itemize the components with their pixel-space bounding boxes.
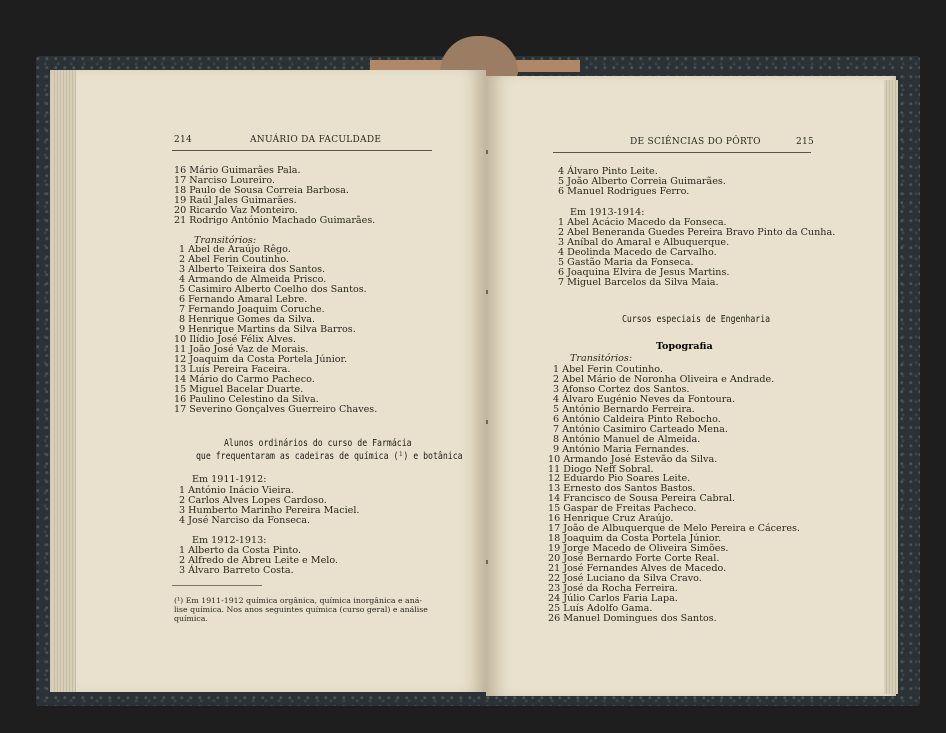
right-header-rule bbox=[553, 152, 811, 153]
footnote-rule bbox=[172, 585, 262, 586]
farmacia-section-title-line1: Alunos ordinários do curso de Farmácia bbox=[224, 438, 412, 449]
right-running-head: DE SCIÊNCIAS DO PÔRTO bbox=[630, 137, 761, 147]
left-header-rule bbox=[172, 150, 432, 151]
left-list-item-5: 20 Ricardo Vaz Monteiro. bbox=[174, 205, 298, 216]
left-transitorio-1: 1 Abel de Araújo Rêgo. bbox=[179, 244, 291, 255]
left-transitorio-4: 4 Armando de Almeida Prisco. bbox=[179, 274, 327, 285]
right-transitorio-17: 17 João de Albuquerque de Melo Pereira e Cáceres. bbox=[548, 523, 800, 535]
right-transitorio-16: 16 Henrique Cruz Araújo. bbox=[548, 513, 674, 525]
left-transitorio-12: 12 Joaquim da Costa Portela Júnior. bbox=[174, 354, 348, 365]
year-1912-label: Em 1912-1913: bbox=[192, 535, 267, 546]
right-transitorio-20: 20 José Bernardo Forte Corte Real. bbox=[548, 553, 720, 565]
right-transitorio-1: 1 Abel Ferin Coutinho. bbox=[553, 364, 663, 375]
farmacia-section-title-line2: que frequentaram as cadeiras de química (¹) e botânica bbox=[196, 451, 463, 462]
right-transitorio-11: 11 Diogo Neff Sobral. bbox=[548, 463, 654, 475]
left-transitorio-16: 16 Paulino Celestino da Silva. bbox=[174, 394, 319, 405]
left-list-item-6: 21 Rodrigo António Machado Guimarães. bbox=[174, 215, 376, 226]
left-list-item-2: 17 Narciso Loureiro. bbox=[174, 175, 276, 186]
right-transitorio-9: 9 António Maria Fernandes. bbox=[553, 443, 690, 455]
right-list-item-1: 4 Álvaro Pinto Leite. bbox=[558, 166, 658, 177]
left-transitorio-15: 15 Miguel Bacelar Duarte. bbox=[174, 384, 304, 395]
left-list-item-4: 19 Raúl Jales Guimarães. bbox=[174, 195, 297, 206]
right-transitorio-21: 21 José Fernandes Alves de Macedo. bbox=[548, 563, 727, 574]
engenharia-section-title: Cursos especiais de Engenharia bbox=[622, 314, 771, 325]
right-transitorio-26: 26 Manuel Domingues dos Santos. bbox=[548, 612, 717, 624]
right-list-item-2: 5 João Alberto Correia Guimarães. bbox=[558, 176, 726, 187]
left-transitorios-label: Transitórios: bbox=[194, 235, 257, 246]
left-transitorio-10: 10 Ilídio José Félix Alves. bbox=[174, 334, 296, 345]
right-transitorio-25: 25 Luís Adolfo Gama. bbox=[548, 602, 653, 614]
list-1912-item-2: 2 Alfredo de Abreu Leite e Melo. bbox=[179, 555, 339, 566]
list-1913-item-1: 1 Abel Acácio Macedo da Fonseca. bbox=[558, 217, 727, 228]
right-transitorio-5: 5 António Bernardo Ferreira. bbox=[553, 403, 695, 415]
left-transitorio-8: 8 Henrique Gomes da Silva. bbox=[179, 314, 316, 325]
right-page-number: 215 bbox=[796, 137, 815, 147]
right-transitorios-label: Transitórios: bbox=[570, 353, 633, 364]
topografia-subtitle: Topografia bbox=[656, 341, 713, 352]
right-transitorio-10: 10 Armando José Estevão da Silva. bbox=[548, 453, 718, 465]
right-transitorio-22: 22 José Luciano da Silva Cravo. bbox=[548, 572, 702, 584]
right-list-item-3: 6 Manuel Rodrigues Ferro. bbox=[558, 186, 690, 197]
footnote-line-1: (¹) Em 1911-1912 química orgânica, química inorgânica e aná- bbox=[174, 596, 423, 605]
list-1913-item-2: 2 Abel Beneranda Guedes Pereira Bravo Pinto da Cunha. bbox=[558, 227, 836, 238]
right-transitorio-23: 23 José da Rocha Ferreira. bbox=[548, 582, 678, 594]
left-transitorio-5: 5 Casimiro Alberto Coelho dos Santos. bbox=[179, 284, 367, 295]
right-transitorio-13: 13 Ernesto dos Santos Bastos. bbox=[548, 483, 696, 495]
right-transitorio-2: 2 Abel Mário de Noronha Oliveira e Andrade. bbox=[553, 373, 775, 385]
left-transitorio-9: 9 Henrique Martins da Silva Barros. bbox=[179, 324, 356, 335]
list-1912-item-1: 1 Alberto da Costa Pinto. bbox=[179, 545, 302, 556]
list-1911-item-1: 1 António Inácio Vieira. bbox=[179, 485, 294, 496]
list-1911-item-4: 4 José Narciso da Fonseca. bbox=[179, 515, 311, 526]
left-transitorio-3: 3 Alberto Teixeira dos Santos. bbox=[179, 264, 326, 275]
right-transitorio-18: 18 Joaquim da Costa Portela Júnior. bbox=[548, 533, 722, 545]
year-1911-label: Em 1911-1912: bbox=[192, 474, 267, 485]
right-page-edges bbox=[884, 80, 898, 694]
left-list-item-1: 16 Mário Guimarães Pala. bbox=[174, 165, 301, 176]
list-1911-item-2: 2 Carlos Alves Lopes Cardoso. bbox=[179, 495, 327, 506]
list-1913-item-7: 7 Miguel Barcelos da Silva Maia. bbox=[558, 277, 719, 288]
left-transitorio-11: 11 João José Vaz de Morais. bbox=[174, 344, 309, 355]
gutter-stitching bbox=[484, 90, 490, 680]
left-page-number: 214 bbox=[174, 135, 193, 145]
left-transitorio-7: 7 Fernando Joaquim Coruche. bbox=[179, 304, 325, 315]
right-transitorio-24: 24 Júlio Carlos Faria Lapa. bbox=[548, 592, 678, 604]
list-1913-item-3: 3 Aníbal do Amaral e Albuquerque. bbox=[558, 237, 730, 248]
year-1913-label: Em 1913-1914: bbox=[570, 207, 645, 218]
left-transitorio-2: 2 Abel Ferin Coutinho. bbox=[179, 254, 289, 265]
left-transitorio-17: 17 Severino Gonçalves Guerreiro Chaves. bbox=[174, 404, 378, 415]
left-list-item-3: 18 Paulo de Sousa Correia Barbosa. bbox=[174, 185, 349, 196]
right-transitorio-15: 15 Gaspar de Freitas Pacheco. bbox=[548, 503, 697, 515]
right-transitorio-14: 14 Francisco de Sousa Pereira Cabral. bbox=[548, 493, 736, 505]
right-transitorio-3: 3 Afonso Cortez dos Santos. bbox=[553, 383, 690, 395]
footnote-line-3: química. bbox=[174, 614, 208, 623]
list-1913-item-4: 4 Deolinda Macedo de Carvalho. bbox=[558, 247, 717, 258]
left-running-head: ANUÁRIO DA FACULDADE bbox=[250, 135, 382, 145]
right-transitorio-19: 19 Jorge Macedo de Oliveira Simões. bbox=[548, 543, 729, 555]
list-1913-item-6: 6 Joaquina Elvira de Jesus Martins. bbox=[558, 267, 730, 278]
right-transitorio-6: 6 António Caldeira Pinto Rebocho. bbox=[553, 413, 721, 425]
left-transitorio-14: 14 Mário do Carmo Pacheco. bbox=[174, 374, 315, 385]
list-1912-item-3: 3 Álvaro Barreto Costa. bbox=[179, 565, 294, 576]
right-transitorio-4: 4 Álvaro Eugénio Neves da Fontoura. bbox=[553, 393, 736, 405]
list-1911-item-3: 3 Humberto Marinho Pereira Maciel. bbox=[179, 505, 360, 516]
right-transitorio-8: 8 António Manuel de Almeida. bbox=[553, 433, 701, 445]
right-transitorio-7: 7 António Casimiro Carteado Mena. bbox=[553, 423, 728, 435]
left-page-edges bbox=[52, 70, 76, 692]
left-transitorio-13: 13 Luís Pereira Faceira. bbox=[174, 364, 291, 375]
left-transitorio-6: 6 Fernando Amaral Lebre. bbox=[179, 294, 308, 305]
right-transitorio-12: 12 Eduardo Pio Soares Leite. bbox=[548, 473, 691, 485]
footnote-line-2: lise química. Nos anos seguintes química (curso geral) e análise bbox=[174, 605, 428, 614]
list-1913-item-5: 5 Gastão Maria da Fonseca. bbox=[558, 257, 694, 268]
